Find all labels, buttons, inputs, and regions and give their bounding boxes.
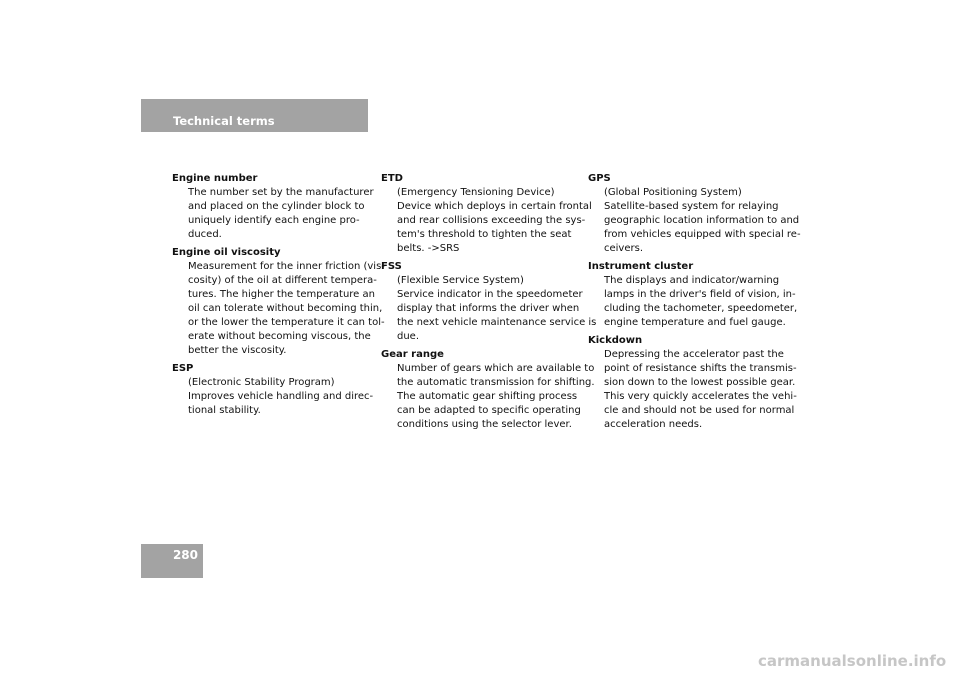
section-title: Technical terms — [173, 114, 275, 128]
definition-line: acceleration needs. — [604, 419, 703, 430]
definition-line: cosity) of the oil at different tempera- — [188, 275, 377, 286]
glossary-entry — [588, 334, 797, 432]
definition-line: the next vehicle maintenance service is — [397, 317, 597, 328]
glossary-term: Gear range — [381, 349, 444, 360]
glossary-definition — [172, 260, 385, 358]
glossary-definition — [381, 186, 592, 256]
glossary-column-2 — [381, 172, 597, 436]
definition-line: due. — [397, 331, 420, 342]
glossary-entry — [381, 348, 595, 432]
definition-line: The automatic gear shifting process — [397, 391, 578, 402]
glossary-entry — [381, 260, 597, 344]
glossary-definition — [588, 186, 801, 256]
glossary-term: FSS — [381, 261, 402, 272]
glossary-term: ESP — [172, 363, 194, 374]
definition-line: erate without becoming viscous, the — [188, 331, 371, 342]
definition-line: point of resistance shifts the transmis- — [604, 363, 797, 374]
definition-line: Number of gears which are available to — [397, 363, 595, 374]
glossary-entry — [172, 246, 385, 358]
glossary-definition — [172, 376, 377, 418]
definition-line: Measurement for the inner friction (vis- — [188, 261, 385, 272]
glossary-entry — [172, 362, 377, 418]
definition-line: The displays and indicator/warning — [604, 275, 780, 286]
glossary-column-3 — [588, 172, 801, 436]
definition-line: (Electronic Stability Program) — [188, 377, 335, 388]
page-number: 280 — [172, 548, 198, 562]
glossary-definition — [588, 274, 798, 330]
glossary-definition — [588, 348, 797, 432]
definition-line: oil can tolerate without becoming thin, — [188, 303, 383, 314]
glossary-term: GPS — [588, 173, 611, 184]
glossary-term: Engine oil viscosity — [172, 247, 281, 258]
definition-line: This very quickly accelerates the vehi- — [604, 391, 797, 402]
glossary-term: Kickdown — [588, 335, 643, 346]
definition-line: belts. ->SRS — [397, 243, 460, 254]
definition-line: Service indicator in the speedometer — [397, 289, 583, 300]
definition-line: lamps in the driver's field of vision, in- — [604, 289, 796, 300]
glossary-term: Engine number — [172, 173, 258, 184]
definition-line: and rear collisions exceeding the sys- — [397, 215, 586, 226]
glossary-definition — [381, 362, 595, 432]
glossary-entry — [172, 172, 377, 242]
definition-line: ceivers. — [604, 243, 643, 254]
definition-line: conditions using the selector lever. — [397, 419, 572, 430]
definition-line: Improves vehicle handling and direc- — [188, 391, 374, 402]
definition-line: cluding the tachometer, speedometer, — [604, 303, 798, 314]
definition-line: can be adapted to specific operating — [397, 405, 581, 416]
glossary-definition — [381, 274, 597, 344]
definition-line: tem's threshold to tighten the seat — [397, 229, 572, 240]
glossary-definition — [172, 186, 377, 242]
definition-line: better the viscosity. — [188, 345, 287, 356]
glossary-term: Instrument cluster — [588, 261, 694, 272]
definition-line: from vehicles equipped with special re- — [604, 229, 801, 240]
definition-line: Depressing the accelerator past the — [604, 349, 784, 360]
definition-line: geographic location information to and — [604, 215, 800, 226]
section-header — [141, 99, 368, 132]
definition-line: sion down to the lowest possible gear. — [604, 377, 796, 388]
glossary-entry — [588, 260, 798, 330]
glossary-entry — [588, 172, 801, 256]
glossary-column-1 — [172, 172, 385, 422]
glossary-term: ETD — [381, 173, 403, 184]
definition-line: duced. — [188, 229, 222, 240]
definition-line: or the lower the temperature it can tol- — [188, 317, 385, 328]
glossary-entry — [381, 172, 592, 256]
definition-line: and placed on the cylinder block to — [188, 201, 365, 212]
definition-line: uniquely identify each engine pro- — [188, 215, 360, 226]
definition-line: tional stability. — [188, 405, 261, 416]
definition-line: Device which deploys in certain frontal — [397, 201, 592, 212]
page-number-box — [141, 544, 203, 578]
definition-line: the automatic transmission for shifting. — [397, 377, 595, 388]
definition-line: The number set by the manufacturer — [188, 187, 374, 198]
definition-line: (Global Positioning System) — [604, 187, 742, 198]
definition-line: Satellite-based system for relaying — [604, 201, 779, 212]
definition-line: display that informs the driver when — [397, 303, 580, 314]
definition-line: engine temperature and fuel gauge. — [604, 317, 786, 328]
definition-line: tures. The higher the temperature an — [188, 289, 375, 300]
definition-line: (Flexible Service System) — [397, 275, 524, 286]
watermark: carmanualsonline.info — [758, 652, 947, 670]
definition-line: cle and should not be used for normal — [604, 405, 795, 416]
definition-line: (Emergency Tensioning Device) — [397, 187, 555, 198]
